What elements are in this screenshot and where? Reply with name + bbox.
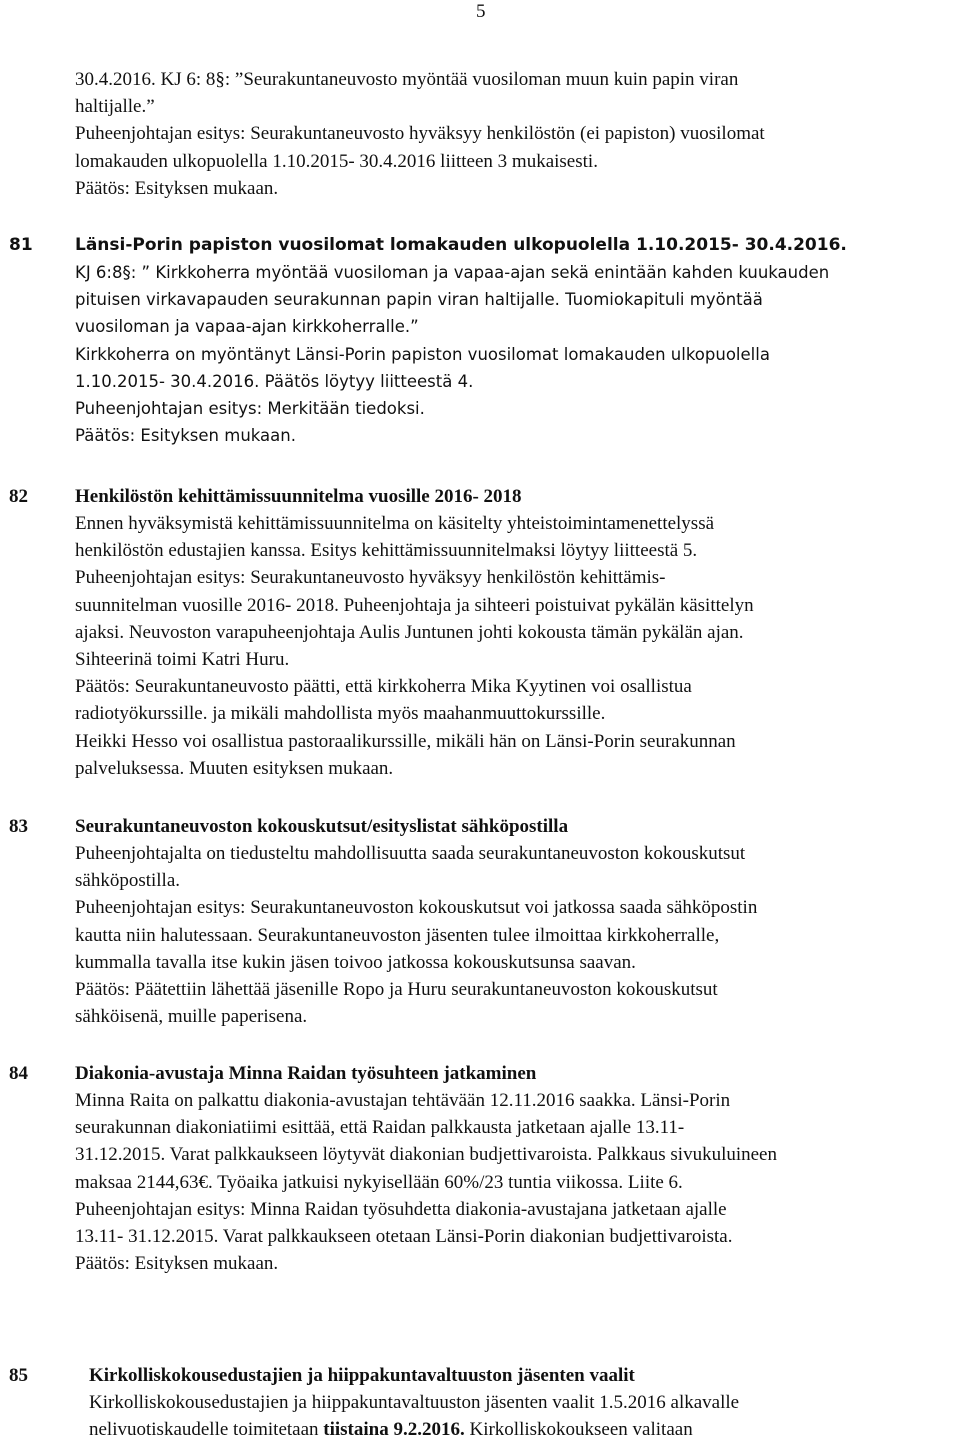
body-line: Puheenjohtajan esitys: Seurakuntaneuvoston kokouskutsut voi jatkossa saada sähköpostin — [75, 897, 758, 919]
body-line: sähköpostilla. — [75, 870, 181, 892]
section-81-heading — [9, 232, 959, 259]
body-line: maksaa 2144,63€. Työaika jatkuisi nykyisellään 60%/23 tuntia viikossa. Liite 6. — [75, 1171, 683, 1193]
body-line: KJ 6:8§: ” Kirkkoherra myöntää vuosiloman ja vapaa-ajan sekä enintään kahden kuukauden — [75, 263, 830, 282]
section-number: 81 — [9, 235, 33, 255]
body-line: Päätös: Päätettiin lähettää jäsenille Ropo ja Huru seurakuntaneuvoston kokouskutsut — [75, 979, 718, 1001]
intro-line: haltijalle.” — [75, 96, 155, 118]
section-83-heading — [9, 813, 959, 840]
section-number: 85 — [9, 1365, 28, 1386]
body-line: 13.11- 31.12.2015. Varat palkkaukseen otetaan Länsi-Porin diakonian budjettivaroista. — [75, 1226, 733, 1248]
body-line: Sihteerinä toimi Katri Huru. — [75, 649, 290, 671]
body-line: Päätös: Esityksen mukaan. — [75, 426, 296, 446]
page-number: 5 — [476, 1, 486, 22]
body-line: Puheenjohtajan esitys: Merkitään tiedoksi. — [75, 399, 425, 419]
body-line: Kirkkoherra on myöntänyt Länsi-Porin papiston vuosilomat lomakauden ulkopuolella — [75, 344, 770, 364]
section-title: Kirkolliskokousedustajien ja hiippakuntavaltuuston jäsenten vaalit — [89, 1365, 635, 1386]
body-text: nelivuotiskaudelle toimitetaan — [89, 1419, 324, 1441]
section-title: Diakonia-avustaja Minna Raidan työsuhteen jatkaminen — [75, 1063, 537, 1084]
body-line: Heikki Hesso voi osallistua pastoraalikurssille, mikäli hän on Länsi-Porin seurakunnan — [75, 730, 736, 752]
section-81-body — [75, 259, 960, 449]
body-line: Päätös: Esityksen mukaan. — [75, 1253, 279, 1275]
section-84-heading — [9, 1060, 959, 1087]
intro-block — [75, 66, 960, 202]
body-line: ajaksi. Neuvoston varapuheenjohtaja Aulis Juntunen johti kokousta tämän pykälän ajan. — [75, 621, 744, 643]
section-number: 83 — [9, 816, 28, 837]
bold-date: tiistaina 9.2.2016. — [323, 1419, 465, 1441]
intro-line: Puheenjohtajan esitys: Seurakuntaneuvosto hyväksyy henkilöstön (ei papiston) vuosilomat — [75, 123, 765, 145]
section-number: 82 — [9, 486, 28, 507]
section-85-body — [89, 1389, 959, 1443]
body-line: Kirkolliskokousedustajien ja hiippakuntavaltuuston jäsenten vaalit 1.5.2016 alkavalle — [89, 1392, 740, 1413]
section-83-body — [75, 840, 960, 1030]
section-82-body — [75, 510, 960, 782]
body-line: Puheenjohtajan esitys: Minna Raidan työsuhdetta diakonia-avustajana jatketaan ajalle — [75, 1198, 727, 1220]
body-line: radiotyökurssille. ja mikäli mahdollista myös maahanmuuttokurssille. — [75, 703, 606, 725]
section-title: Henkilöstön kehittämissuunnitelma vuosille 2016- 2018 — [75, 486, 522, 507]
body-line: palveluksessa. Muuten esityksen mukaan. — [75, 757, 394, 779]
body-line: Puheenjohtajan esitys: Seurakuntaneuvosto hyväksyy henkilöstön kehittämis- — [75, 567, 666, 589]
section-title: Seurakuntaneuvoston kokouskutsut/esityslistat sähköpostilla — [75, 816, 569, 837]
body-line: seurakunnan diakoniatiimi esittää, että Raidan palkkausta jatketaan ajalle 13.11- — [75, 1117, 685, 1139]
intro-line: lomakauden ulkopuolella 1.10.2015- 30.4.2016 liitteen 3 mukaisesti. — [75, 150, 598, 172]
intro-line: 30.4.2016. KJ 6: 8§: ”Seurakuntaneuvosto myöntää vuosiloman muun kuin papin viran — [75, 69, 739, 90]
body-line: kautta niin halutessaan. Seurakuntaneuvoston jäsenten tulee ilmoittaa kirkkoherralle, — [75, 924, 720, 946]
body-line: kummalla tavalla itse kukin jäsen toivoo jatkossa kokouskutsunsa saavan. — [75, 951, 636, 973]
section-85-heading — [9, 1362, 959, 1389]
body-line: vuosiloman ja vapaa-ajan kirkkoherralle.” — [75, 317, 419, 337]
body-line: suunnitelman vuosille 2016- 2018. Puheenjohtaja ja sihteeri poistuivat pykälän käsittelyn — [75, 594, 754, 616]
body-line: Minna Raita on palkattu diakonia-avustajan tehtävään 12.11.2016 saakka. Länsi-Porin — [75, 1090, 731, 1111]
body-line: 31.12.2015. Varat palkkaukseen löytyvät diakonian budjettivaroista. Palkkaus sivukuluineen — [75, 1144, 777, 1166]
body-line — [89, 1416, 959, 1443]
body-line: Ennen hyväksymistä kehittämissuunnitelma on käsitelty yhteistoimintamenettelyssä — [75, 513, 715, 534]
body-line: 1.10.2015- 30.4.2016. Päätös löytyy liitteestä 4. — [75, 371, 474, 391]
body-line: Puheenjohtajalta on tiedusteltu mahdollisuutta saada seurakuntaneuvoston kokouskutsut — [75, 843, 746, 864]
intro-line: Päätös: Esityksen mukaan. — [75, 177, 279, 199]
body-line: sähköisenä, muille paperisena. — [75, 1006, 308, 1028]
body-line: Päätös: Seurakuntaneuvosto päätti, että kirkkoherra Mika Kyytinen voi osallistua — [75, 676, 692, 698]
section-number: 84 — [9, 1063, 28, 1084]
section-82-heading — [9, 483, 959, 510]
section-84-body — [75, 1087, 960, 1277]
body-line: pituisen virkavapauden seurakunnan papin viran haltijalle. Tuomiokapituli myöntää — [75, 290, 763, 310]
body-line: henkilöstön edustajien kanssa. Esitys kehittämissuunnitelmaksi löytyy liitteestä 5. — [75, 540, 698, 562]
body-text: Kirkolliskokoukseen valitaan — [464, 1419, 693, 1441]
section-title: Länsi-Porin papiston vuosilomat lomakauden ulkopuolella 1.10.2015- 30.4.2016. — [75, 235, 847, 255]
